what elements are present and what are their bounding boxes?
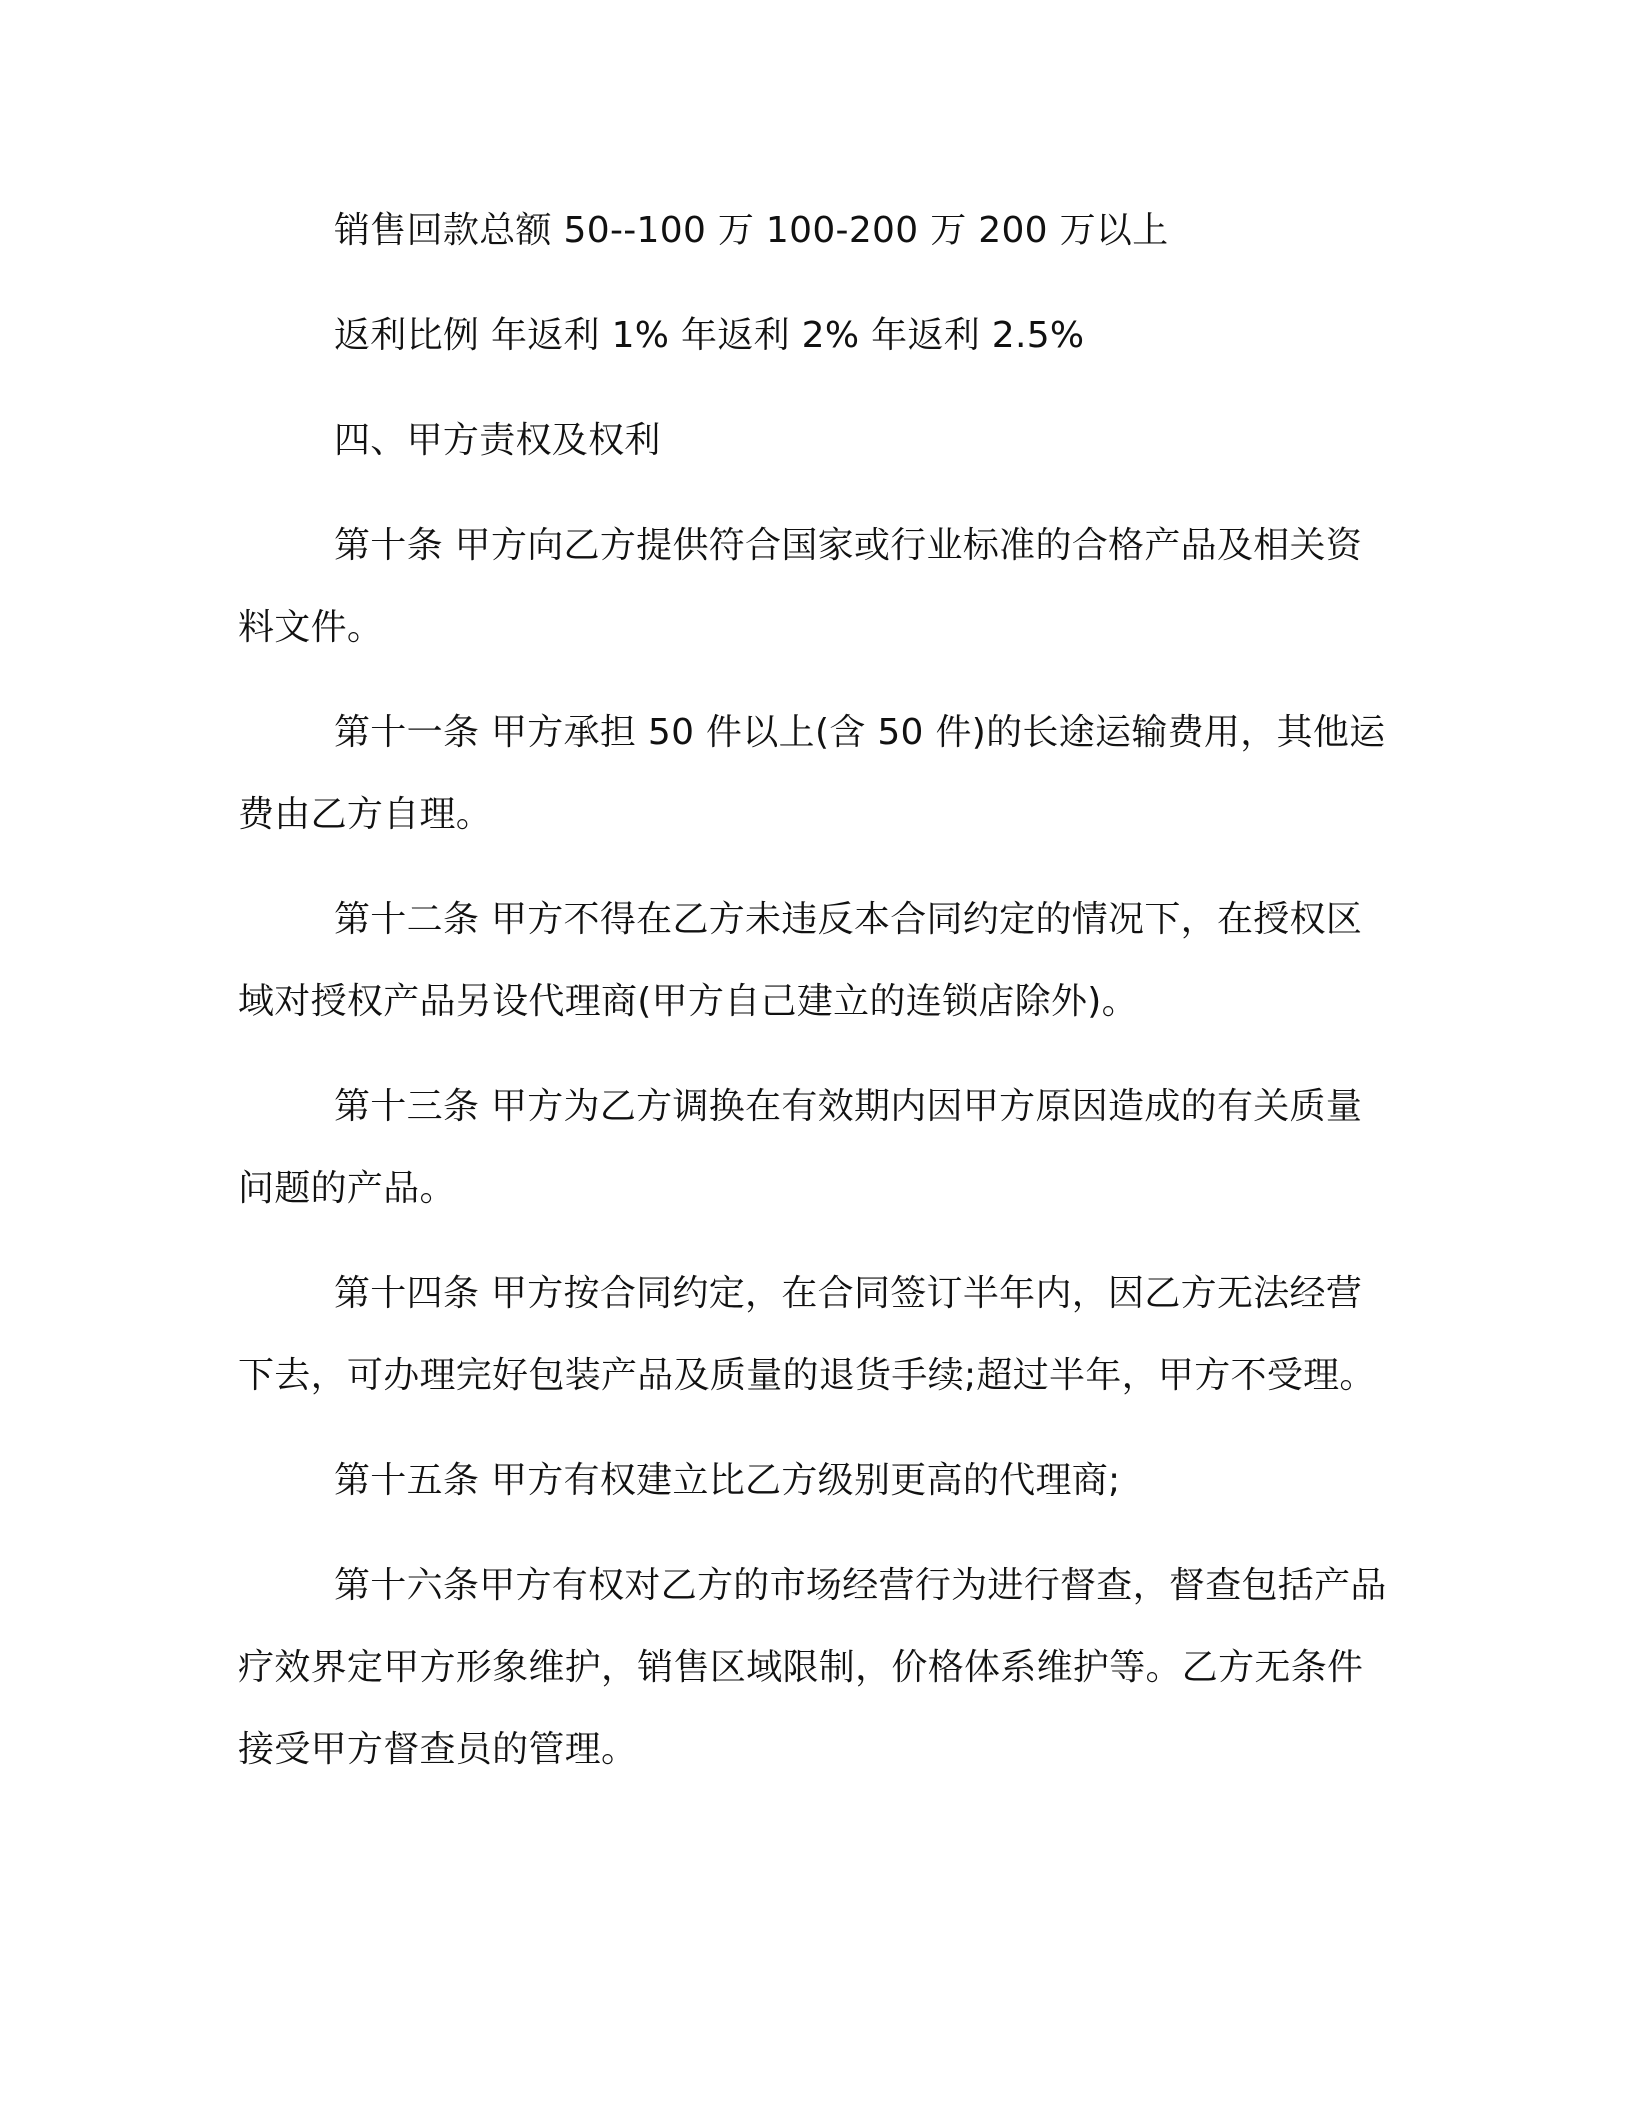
clause-12: 第十二条 甲方不得在乙方未违反本合同约定的情况下，在授权区域对授权产品另设代理商(甲方自己建立的连锁店除外)。 (238, 899, 1363, 1022)
clause-14: 第十四条 甲方按合同约定，在合同签订半年内，因乙方无法经营下去，可办理完好包装产品及质量的退货手续;超过半年，甲方不受理。 (238, 1273, 1376, 1396)
clause-16: 第十六条甲方有权对乙方的市场经营行为进行督查，督查包括产品疗效界定甲方形象维护，销售区域限制，价格体系维护等。乙方无条件接受甲方督查员的管理。 (238, 1565, 1387, 1770)
clause-13: 第十三条 甲方为乙方调换在有效期内因甲方原因造成的有关质量问题的产品。 (238, 1086, 1363, 1209)
clause-11: 第十一条 甲方承担 50 件以上(含 50 件)的长途运输费用，其他运费由乙方自理。 (238, 712, 1386, 835)
document-page (238, 190, 1388, 1814)
section-heading: 四、甲方责权及权利 (334, 420, 661, 461)
rebate-ratio-row: 返利比例 年返利 1% 年返利 2% 年返利 2.5% (334, 315, 1085, 356)
clause-15: 第十五条 甲方有权建立比乙方级别更高的代理商; (334, 1460, 1121, 1501)
clause-10: 第十条 甲方向乙方提供符合国家或行业标准的合格产品及相关资料文件。 (238, 525, 1363, 648)
sales-amount-row: 销售回款总额 50--100 万 100-200 万 200 万以上 (334, 210, 1169, 251)
